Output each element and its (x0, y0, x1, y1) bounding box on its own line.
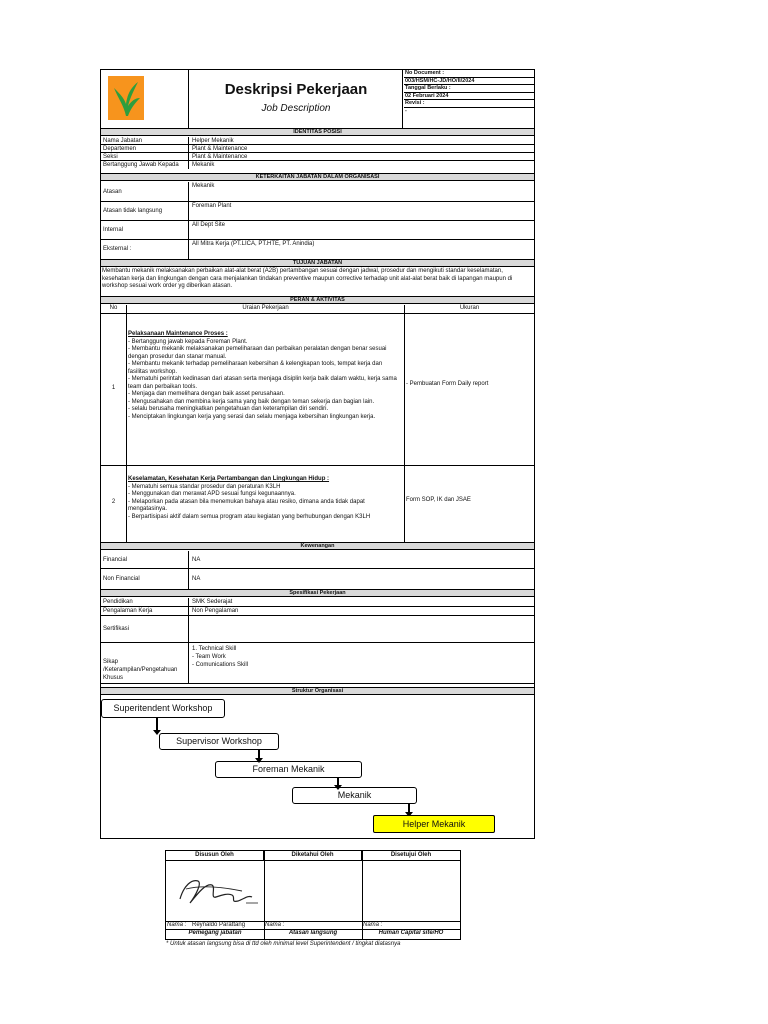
keterkaitan-row: Eksternal : All Mitra Kerja (PT.LICA, PT.HTE, PT. Anindia) (101, 240, 534, 259)
org-box-helper-mekanik: Helper Mekanik (373, 815, 495, 833)
section-keterkaitan-title: KETERKAITAN JABATAN DALAM ORGANISASI (101, 173, 534, 181)
document-number: 003/HSM/HC-JD/HO/II/2024 (404, 78, 534, 86)
spesifikasi-row: Pendidikan SMK Sederajat (101, 598, 534, 607)
document-meta: No Document : 003/HSM/HC-JD/HO/II/2024 Tanggal Berlaku : 02 Februari 2024 Revisi : - (404, 70, 534, 129)
org-arrow (258, 750, 260, 759)
spesifikasi-row: Sertifikasi (101, 616, 534, 643)
signature-header: Disusun Oleh Diketahui Oleh Disetujui Oleh (166, 851, 460, 861)
section-kewenangan-title: Kewenangan (101, 542, 534, 550)
title-cell (190, 70, 403, 129)
org-arrow (156, 718, 158, 731)
tujuan-text: Membantu mekanik melaksanakan perbaikan alat-alat berat (A2B) pertambangan sesuai dengan jadwal, prosedur dan mengikuti standar keselamatan, kesehatan kerja dan lingkungan dengan cara menjalankan tindakan preventive maupun corrective terhadap unit alat-alat berat baik di lapangan maupun di workshop sesuai work order yg diberikan atasan. (102, 268, 513, 289)
spesifikasi-sikap-row: Sikap /Keterampilan/Pengetahuan Khusus 1. Technical Skill - Team Work - Comunications Skill (101, 643, 534, 684)
identitas-row: Nama Jabatan Helper Mekanik (101, 137, 534, 145)
kewenangan-row: Non Financial NA (101, 569, 534, 589)
identitas-row: Seksi Plant & Maintenance (101, 153, 534, 161)
signature-table (165, 850, 461, 940)
signature-footnote: * Untuk atasan langsung bisa di ttd oleh minimal level Superintendent / tingkat diatasnya (166, 941, 401, 947)
org-arrow (408, 804, 410, 813)
signer-name: Reynaldo Parattang (192, 922, 246, 928)
org-box-mekanik: Mekanik (292, 787, 417, 804)
section-struktur-title: Struktur Organisasi (101, 687, 534, 695)
peran-header-row: No Uraian Pekerjaan Ukuran (101, 305, 534, 314)
company-logo-icon (108, 76, 144, 120)
peran-uraian: Pelaksanaan Maintenance Proses : - Bertanggung jawab kepada Foreman Plant. - Membantu mekanik melaksanakan pemeliharaan dan perbaikan peralatan dengan benar sesuai dengan prosedur dan stanar manual. - Membantu mekanik terhadap pemeliharaan kebersihan & kelengkapan tools, tempat kerja dan fasilitas workshop. - Mematuhi perintah kedinasan dari atasan serta menjaga disiplin kerja baik dalam waktu, kerja sama team dan perbaikan tools. - Menjaga dan memelihara dengan baik asset perusahaan. - Mengusahakan dan membina kerja sama yang baik dengan teman sekerja dan bagian lain. - selalu berusaha meningkatkan pengetahuan dan keterampilan diri sendiri. - Menciptakan lingkungan kerja yang serasi dan selalu menjaga kebersihan lingkungan kerja. (127, 314, 405, 465)
section-spesifikasi-title: Spesifikasi Pekerjaan (101, 589, 534, 597)
keterkaitan-row: Atasan Mekanik (101, 182, 534, 202)
kewenangan-row: Financial NA (101, 551, 534, 569)
document-title: Deskripsi Pekerjaan (224, 81, 368, 98)
keterkaitan-row: Atasan tidak langsung Foreman Plant (101, 202, 534, 221)
valid-date: 02 Februari 2024 (404, 93, 534, 101)
identitas-row: Departemen Plant & Maintenance (101, 145, 534, 153)
peran-item-row: 2 Keselamatan, Kesehatan Kerja Pertambangan dan Lingkungan Hidup : - Mematuhi semua standar prosedur dan peraturan K3LH - Menggunakan dan merawat APD sesuai fungsi kegunaannya. - Melaporkan pada atasan bila menemukan bahaya atau resiko, dimana anda tidak dapat mengatasinya. - Berpartisipasi aktif dalam semua program atau kegiatan yang berhubungan dengan K3LH Form SOP, IK dan JSAE (101, 466, 534, 543)
logo-cell (101, 70, 189, 129)
org-box-superintendent: Superitendent Workshop (101, 699, 225, 718)
revision-value: - (405, 107, 407, 114)
signature-role-row: Pemegang jabatan Atasan langsung Human Capital site/HO (188, 930, 444, 936)
signature-mark (172, 865, 262, 915)
document-form (100, 69, 535, 839)
org-box-supervisor: Supervisor Workshop (159, 733, 279, 750)
peran-uraian: Keselamatan, Kesehatan Kerja Pertambangan dan Lingkungan Hidup : - Mematuhi semua standar prosedur dan peraturan K3LH - Menggunakan dan merawat APD sesuai fungsi kegunaannya. - Melaporkan pada atasan bila menemukan bahaya atau resiko, dimana anda tidak dapat mengatasinya. - Berpartisipasi aktif dalam semua program atau kegiatan yang berhubungan dengan K3LH (127, 466, 405, 542)
signature-nama-row: Nama : Reynaldo Parattang Nama : Nama : (166, 921, 460, 930)
keterkaitan-row: Internal All Dept Site (101, 221, 534, 240)
document-subtitle: Job Description (261, 103, 331, 114)
identitas-row: Bertanggung Jawab Kepada Mekanik (103, 162, 215, 168)
section-identitas-title: IDENTITAS POSISI (101, 128, 534, 136)
spesifikasi-row: Pengalaman Kerja Non Pengalaman (101, 607, 534, 616)
section-peran-title: PERAN & AKTIVITAS (101, 296, 534, 304)
section-tujuan-title: TUJUAN JABATAN (101, 259, 534, 267)
peran-item-row: 1 Pelaksanaan Maintenance Proses : - Bertanggung jawab kepada Foreman Plant. - Membantu mekanik melaksanakan pemeliharaan dan perbaikan peralatan dengan benar sesuai dengan prosedur dan stanar manual. - Membantu mekanik terhadap pemeliharaan kebersihan & kelengkapan tools, tempat kerja dan fasilitas workshop. - Mematuhi perintah kedinasan dari atasan serta menjaga disiplin kerja baik dalam waktu, kerja sama team dan perbaikan tools. - Menjaga dan memelihara dengan baik asset perusahaan. - Mengusahakan dan membina kerja sama yang baik dengan teman sekerja dan bagian lain. - selalu berusaha meningkatkan pengetahuan dan keterampilan diri sendiri. - Menciptakan lingkungan kerja yang serasi dan selalu menjaga kebersihan lingkungan kerja. - Pembuatan Form Daily report (101, 314, 534, 466)
org-arrow (337, 778, 339, 786)
org-box-foreman: Foreman Mekanik (215, 761, 362, 778)
